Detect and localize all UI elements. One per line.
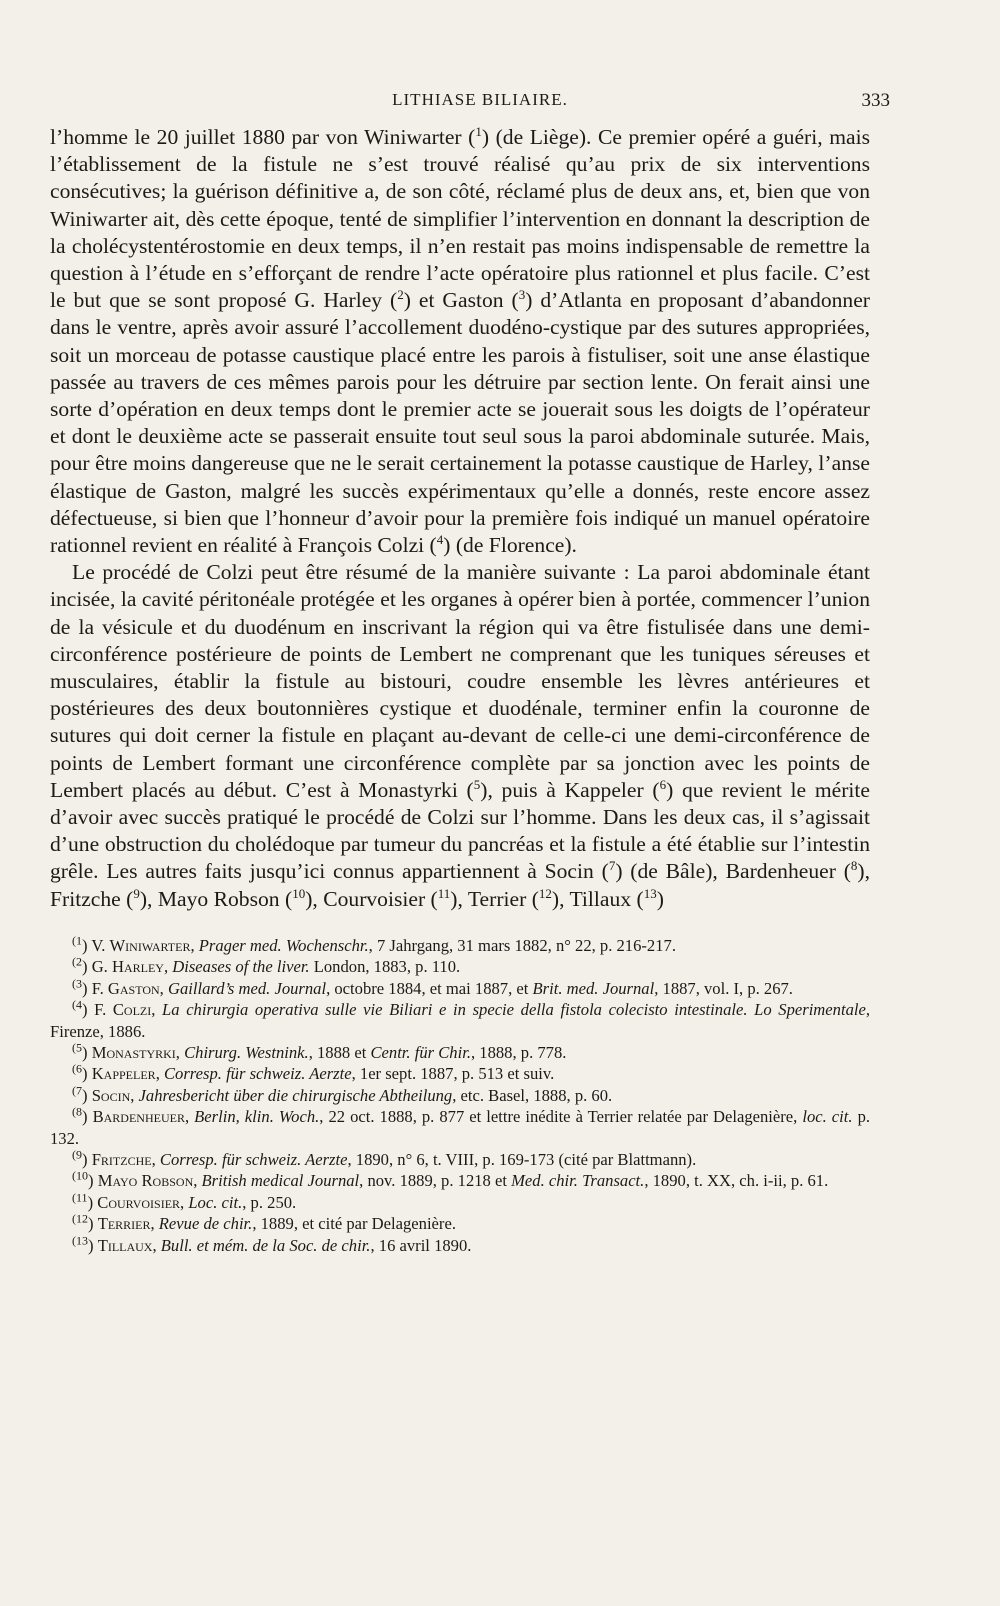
text-span: F.: [91, 978, 108, 998]
text-span: V.: [91, 935, 110, 955]
footnote-number-bracket: ): [88, 1171, 98, 1191]
text-span: ,: [130, 1085, 139, 1105]
page-number: 333: [861, 90, 890, 111]
footnote-number-bracket: ): [87, 1192, 98, 1212]
footnote-number-bracket: (: [72, 1147, 76, 1162]
text-span: , 1890, n° 6, t. VIII, p. 169-173 (cité par Blattmann).: [347, 1149, 697, 1169]
author-name: Socin: [91, 1085, 131, 1105]
author-name: Mayo Robson: [97, 1171, 194, 1191]
text-span: , 16 avril 1890.: [370, 1235, 472, 1255]
footnote-number-bracket: (: [72, 1190, 76, 1205]
text-span: ), Tillaux (: [551, 886, 644, 911]
italic-text: British medical Journal: [201, 1171, 360, 1191]
footnote-ref: 5: [473, 776, 481, 792]
text-span: , nov. 1889, p. 1218 et: [359, 1171, 512, 1191]
footnote-number-bracket: ): [82, 1107, 93, 1127]
footnote-number-bracket: ): [82, 1085, 92, 1105]
author-name: Gaston: [107, 978, 160, 998]
italic-text: Brit. med. Journal: [532, 978, 655, 998]
italic-text: Corresp. für schweiz. Aerzte: [159, 1149, 348, 1169]
body-text: [50, 124, 870, 913]
text-span: , octobre 1884, et mai 1887, et: [326, 978, 533, 998]
text-span: , 1887, vol. I, p. 267.: [654, 978, 793, 998]
footnote-ref: 2: [397, 287, 404, 303]
text-span: , 1er sept. 1887, p. 513 et suiv.: [351, 1064, 555, 1084]
text-span: ,: [159, 978, 168, 998]
text-span: , 1889, et cité par Delagenière.: [252, 1214, 456, 1234]
footnote: [50, 1042, 870, 1063]
text-span: ) (de Florence).: [443, 533, 577, 558]
text-span: , 1890, t. XX, ch. i-ii, p. 61.: [644, 1171, 829, 1191]
text-span: ,: [190, 935, 199, 955]
italic-text: Centr. für Chir.: [370, 1042, 471, 1062]
footnote-number-bracket: (: [72, 1083, 76, 1098]
author-name: Winiwarter: [109, 935, 191, 955]
text-span: ,: [163, 957, 173, 977]
italic-text: Jahresbericht über die chirurgische Abtheilung: [138, 1085, 453, 1105]
text-span: ), puis à Kappeler (: [480, 777, 660, 802]
footnote-number: 6: [76, 1061, 82, 1076]
footnote: [50, 956, 870, 977]
text-span: ,: [155, 1064, 164, 1084]
italic-text: Revue de chir.: [158, 1214, 253, 1234]
text-span: ,: [152, 1235, 161, 1255]
text-span: ) (de Bâle), Bardenheuer (: [615, 859, 851, 884]
italic-text: Diseases of the liver.: [172, 957, 310, 977]
text-span: ) que revient le mérite d’avoir avec succès pratiqué le procédé de Colzi sur l’homme. Dans les deux cas, il s’agissait d’une obstruction du cholédoque par tumeur du pancréas et la fistule a été établie sur l’intestin grêle. Les autres faits jusqu’ici connus appartiennent à Socin (: [50, 777, 870, 884]
footnote-number-bracket: (: [72, 1168, 76, 1183]
footnote-number-bracket: (: [72, 976, 76, 991]
text-span: F.: [94, 1000, 113, 1020]
footnote-ref: 3: [518, 287, 526, 303]
italic-text: Berlin, klin. Woch.: [194, 1107, 320, 1127]
text-span: ): [656, 886, 664, 911]
text-span: , p. 250.: [242, 1192, 297, 1212]
footnote-number-bracket: ): [82, 1000, 95, 1020]
running-title: LITHIASE BILIAIRE.: [392, 90, 568, 109]
footnote: [50, 999, 870, 1042]
text-span: ,: [150, 1214, 159, 1234]
text-span: ), Fritzche (: [50, 859, 870, 911]
italic-text: loc. cit.: [802, 1107, 853, 1127]
italic-text: Prager med. Wochenschr.: [198, 935, 369, 955]
text-span: l’homme le 20 juillet 1880 par von Winiwarter (: [50, 125, 476, 149]
footnote-number-bracket: ): [82, 978, 92, 998]
footnote-number: 5: [76, 1040, 82, 1055]
footnote-number-bracket: (: [72, 1040, 76, 1055]
footnote-number-bracket: ): [82, 1064, 92, 1084]
paragraph: [50, 124, 870, 559]
footnote-number-bracket: ): [88, 1235, 98, 1255]
text-span: ,: [180, 1192, 189, 1212]
footnote-number-bracket: ): [88, 1214, 98, 1234]
page: [50, 90, 890, 1256]
footnote: [50, 978, 870, 999]
footnote-number-bracket: (: [72, 1233, 76, 1248]
page-header: [50, 90, 890, 120]
text-span: ) (de Liège). Ce premier opéré a guéri, mais l’établissement de la fistule ne s’est trouvé réalisé qu’au prix de six interventions consécutives; la guérison définitive a, de son côté, réclamé plus de deux ans, et, bien que von Winiwarter ait, dès cette époque, tenté de simplifier l’intervention en donnant la description de la cholécystentérostomie en deux temps, il n’en restait pas moins indispensable de remettre la question à l’étude en s’efforçant de rendre l’acte opératoire plus rationnel et plus facile. C’est le but que se sont proposé G. Harley (: [50, 125, 870, 313]
footnote-ref: 6: [659, 776, 667, 792]
footnote: [50, 1063, 870, 1084]
author-name: Terrier: [97, 1214, 151, 1234]
text-span: ), Mayo Robson (: [139, 886, 293, 911]
footnote: [50, 1170, 870, 1191]
italic-text: Corresp. für schweiz. Aerzte: [163, 1064, 352, 1084]
footnote: [50, 1235, 870, 1256]
footnote-number-bracket: ): [82, 957, 92, 977]
text-span: ), Terrier (: [450, 886, 539, 911]
footnote-number: 11: [76, 1190, 88, 1205]
footnotes: [50, 935, 870, 1256]
footnote-number-bracket: (: [72, 1104, 76, 1119]
author-name: Tillaux: [97, 1235, 153, 1255]
text-span: ,: [151, 1000, 163, 1020]
footnote: [50, 1106, 870, 1149]
author-name: Harley: [111, 957, 164, 977]
text-span: London, 1883, p. 110.: [309, 957, 461, 977]
text-span: , 1888, p. 778.: [470, 1042, 567, 1062]
footnote: [50, 1149, 870, 1170]
footnote-ref: 9: [133, 885, 140, 901]
footnote: [50, 1192, 870, 1213]
footnote: [50, 1085, 870, 1106]
italic-text: Chirurg. Westnink.: [184, 1042, 309, 1062]
italic-text: Bull. et mém. de la Soc. de chir.: [160, 1235, 371, 1255]
footnote-number-bracket: (: [72, 1211, 76, 1226]
text-span: , 1888 et: [308, 1042, 371, 1062]
author-name: Fritzche: [91, 1149, 152, 1169]
footnote: [50, 1213, 870, 1234]
footnote-number: 4: [76, 997, 82, 1012]
footnote-number: 13: [76, 1233, 88, 1248]
footnote-number-bracket: (: [72, 954, 76, 969]
text-span: ,: [151, 1149, 160, 1169]
footnote-ref: 12: [538, 885, 552, 901]
footnote-ref: 8: [850, 858, 858, 874]
footnote-ref: 7: [608, 858, 616, 874]
footnote-number: 1: [76, 933, 82, 948]
italic-text: La chirurgia operativa sulle vie Biliari e in specie della fistola colecisto intestinale. Lo Sperimentale: [162, 1000, 866, 1020]
footnote-number-bracket: (: [72, 933, 76, 948]
italic-text: Loc. cit.: [188, 1192, 243, 1212]
text-span: ) d’Atlanta en proposant d’abandonner dans le ventre, après avoir assuré l’accollement duodéno-cystique par des sutures appropriées, soit un morceau de potasse caustique placé entre les parois à fistuliser, soit une anse élastique passée au travers de ces mêmes parois pour les détruire par section lente. On ferait ainsi une sorte d’opération en deux temps dont le premier acte se jouerait sous les doigts de l’opérateur et dont le deuxième acte se passerait ensuite tout seul sous la paroi abdominale suturée. Mais, pour être moins dangereuse que ne le serait certainement la potasse caustique de Harley, l’anse élastique de Gaston, malgré les succès expérimentaux qu’elle a donnés, reste encore assez défectueuse, si bien que l’honneur d’avoir pour la première fois indiqué un manuel opératoire rationnel revient en réalité à François Colzi (: [50, 288, 870, 558]
footnote-ref: 1: [475, 123, 482, 139]
footnote-number: 10: [76, 1168, 88, 1183]
footnote-number: 3: [76, 976, 82, 991]
text-span: ,: [175, 1042, 185, 1062]
author-name: Courvoisier: [97, 1192, 181, 1212]
footnote-ref: 13: [643, 885, 657, 901]
text-span: Le procédé de Colzi peut être résumé de la manière suivante : La paroi abdominale étant incisée, la cavité péritonéale protégée et les organes à opérer bien à portée, commencer l’union de la vésicule et du duodénum en inscrivant la région qui va être fistulisée dans une demi-circonférence postérieure de points de Lembert ne comprenant que les tuniques séreuses et musculaires, établir la fistule au bistouri, coudre ensemble les lèvres antérieures et postérieures des deux boutonnières cystique et duodénale, terminer enfin la couronne de sutures qui doit cerner la fistule en plaçant au-devant de celle-ci une demi-circonférence de points de Lembert formant une circonférence complète par sa jonction avec les points de Lembert placés au début. C’est à Monastyrki (: [50, 560, 870, 802]
author-name: Kappeler: [91, 1064, 156, 1084]
footnote-number: 9: [76, 1147, 82, 1162]
text-span: ,: [184, 1107, 195, 1127]
text-span: p. 132.: [50, 1107, 871, 1148]
footnote-number: 2: [76, 954, 82, 969]
footnote-number-bracket: ): [82, 1149, 92, 1169]
text-span: , 7 Jahrgang, 31 mars 1882, n° 22, p. 216-217.: [368, 935, 676, 955]
author-name: Monastyrki: [91, 1042, 176, 1062]
footnote-number-bracket: ): [82, 1042, 92, 1062]
text-span: , etc. Basel, 1888, p. 60.: [452, 1085, 613, 1105]
text-span: , Firenze, 1886.: [50, 1000, 870, 1041]
footnote-ref: 4: [436, 531, 444, 547]
paragraph: [50, 559, 870, 913]
italic-text: Med. chir. Transact.: [511, 1171, 645, 1191]
footnote-number-bracket: ): [82, 935, 92, 955]
author-name: Colzi: [112, 1000, 152, 1020]
footnote-number: 8: [76, 1104, 82, 1119]
text-span: ) et Gaston (: [403, 288, 519, 313]
footnote-number-bracket: (: [72, 997, 76, 1012]
text-span: ,: [193, 1171, 202, 1191]
footnote-number-bracket: (: [72, 1061, 76, 1076]
text-span: ), Courvoisier (: [305, 886, 438, 911]
footnote-number: 12: [76, 1211, 88, 1226]
author-name: Bardenheuer: [92, 1107, 185, 1127]
footnote: [50, 935, 870, 956]
text-span: , 22 oct. 1888, p. 877 et lettre inédite à Terrier relatée par Delagenière,: [319, 1107, 803, 1127]
footnote-number: 7: [76, 1083, 82, 1098]
footnote-ref: 10: [292, 885, 306, 901]
text-span: G.: [91, 957, 112, 977]
footnote-ref: 11: [437, 885, 451, 901]
italic-text: Gaillard’s med. Journal: [167, 978, 327, 998]
